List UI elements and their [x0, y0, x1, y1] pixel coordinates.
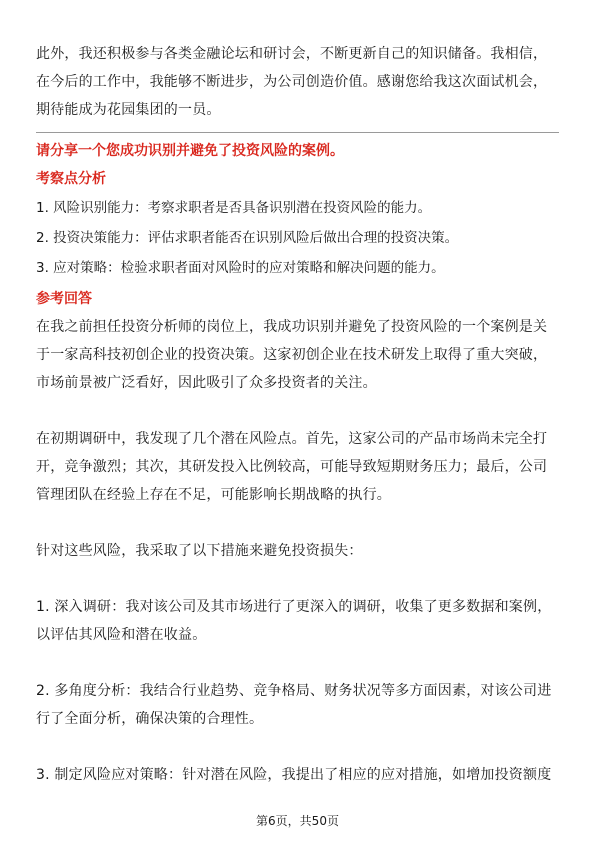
- answer-paragraph-1: [36, 313, 559, 397]
- text-line: 此外，我还积极参与各类金融论坛和研讨会，不断更新自己的知识储备。我相信，: [36, 46, 548, 62]
- text-line: 开，竞争激烈；其次，其研发投入比例较高，可能导致短期财务压力；最后，公司: [36, 459, 548, 475]
- question-heading: 请分享一个您成功识别并避免了投资风险的案例。: [36, 143, 344, 159]
- text-line: 期待能成为花园集团的一员。: [36, 102, 221, 118]
- text-line: 行了全面分析，确保决策的合理性。: [36, 711, 264, 727]
- analysis-item: 3. 应对策略：检验求职者面对风险时的应对策略和解决问题的能力。: [36, 260, 445, 276]
- text-line: 管理团队在经验上存在不足，可能影响长期战略的执行。: [36, 487, 391, 503]
- answer-paragraph-2: [36, 425, 559, 509]
- answer-step-1: [36, 593, 559, 649]
- intro-paragraph: [36, 40, 559, 124]
- text-line: 于一家高科技初创企业的投资决策。这家初创企业在技术研发上取得了重大突破，: [36, 347, 548, 363]
- analysis-item: 2. 投资决策能力：评估求职者能否在识别风险后做出合理的投资决策。: [36, 230, 459, 246]
- page-number: 第6页，共50页: [256, 814, 339, 828]
- text-line: 2. 多角度分析：我结合行业趋势、竞争格局、财务状况等多方面因素，对该公司进: [36, 683, 552, 699]
- text-line: 以评估其风险和潜在收益。: [36, 627, 207, 643]
- text-line: 在今后的工作中，我能够不断进步，为公司创造价值。感谢您给我这次面试机会，: [36, 74, 548, 90]
- text-line: 1. 深入调研：我对该公司及其市场进行了更深入的调研，收集了更多数据和案例，: [36, 599, 552, 615]
- analysis-item: 1. 风险识别能力：考察求职者是否具备识别潜在投资风险的能力。: [36, 200, 432, 216]
- divider: [36, 132, 559, 133]
- answer-step-2: [36, 677, 559, 733]
- text-line: 市场前景被广泛看好，因此吸引了众多投资者的关注。: [36, 375, 377, 391]
- text-line: 在初期调研中，我发现了几个潜在风险点。首先，这家公司的产品市场尚未完全打: [36, 431, 548, 447]
- document-page: [36, 40, 559, 789]
- text-line: 在我之前担任投资分析师的岗位上，我成功识别并避免了投资风险的一个案例是关: [36, 319, 548, 335]
- answer-heading: 参考回答: [36, 291, 92, 307]
- analysis-heading: 考察点分析: [36, 171, 106, 187]
- answer-step-3: 3. 制定风险应对策略：针对潜在风险，我提出了相应的应对措施，如增加投资额度: [36, 767, 552, 783]
- answer-paragraph-3: 针对这些风险，我采取了以下措施来避免投资损失：: [36, 543, 363, 559]
